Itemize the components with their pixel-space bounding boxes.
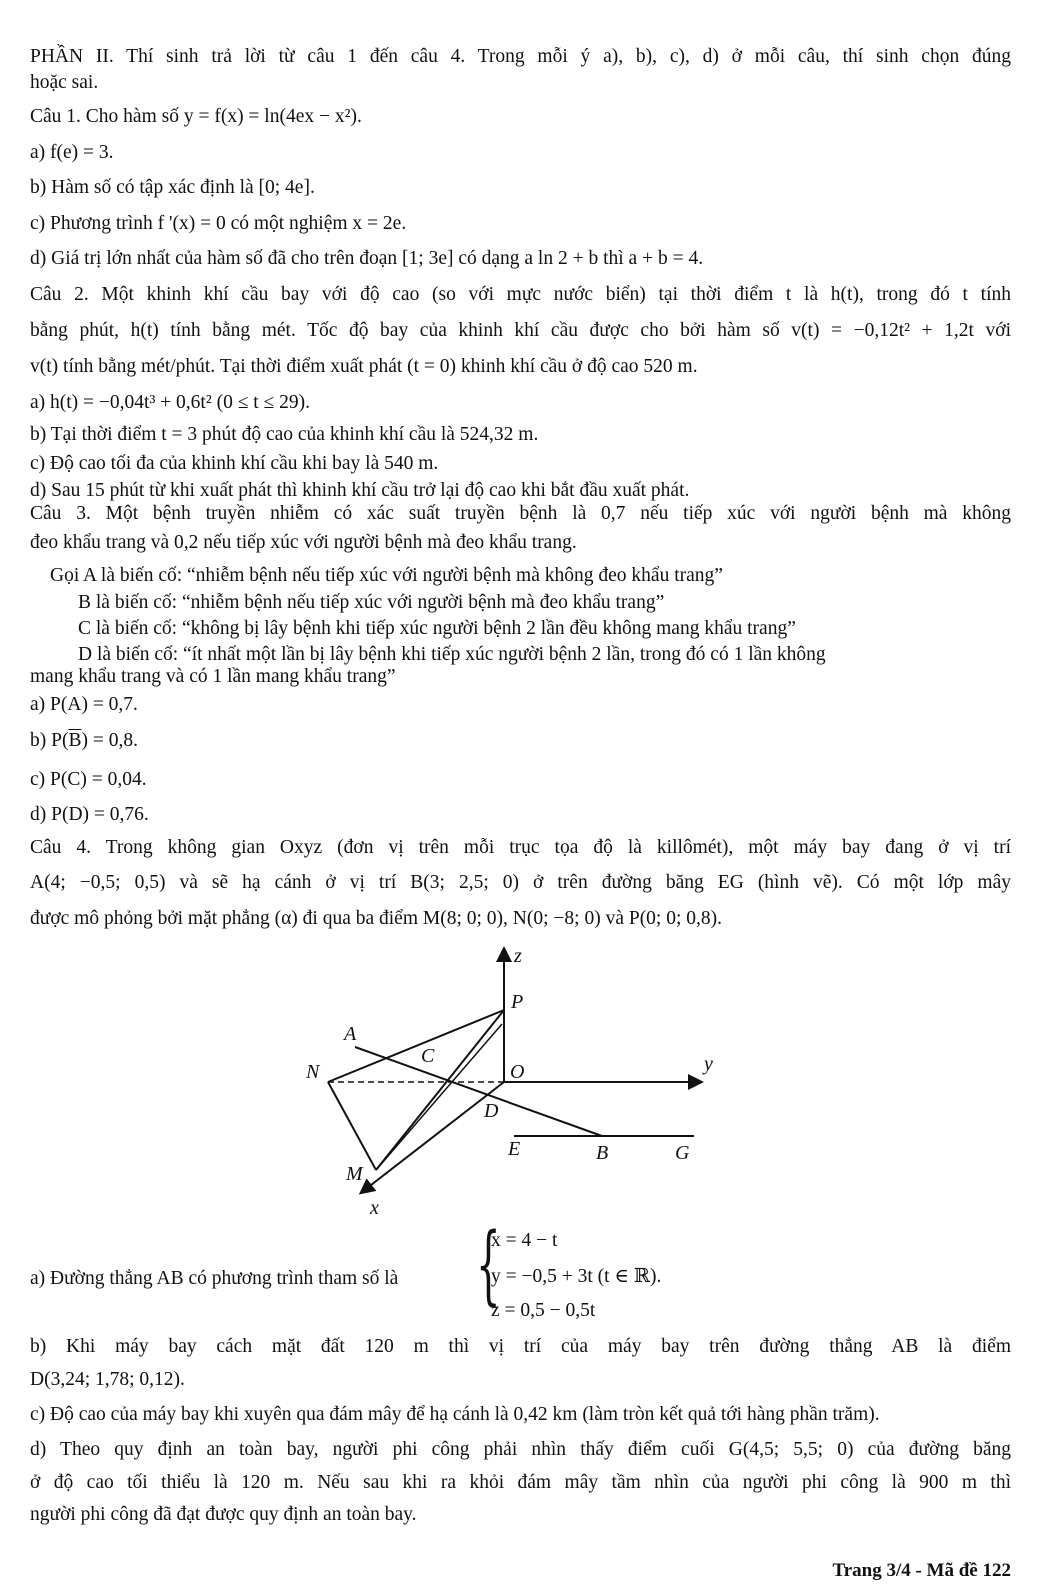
part-instructions-cont: hoặc sai. xyxy=(30,72,99,93)
q1-option-a: a) f(e) = 3. xyxy=(30,142,114,163)
segment-MP xyxy=(376,1010,504,1170)
q4-option-a: a) Đường thẳng AB có phương trình tham số là xyxy=(30,1268,399,1289)
q2-stem-line1: Câu 2. Một khinh khí cầu bay với độ cao (so với mực nước biển) tại thời điểm t là h(t), trong đó t tính xyxy=(30,284,1011,305)
q3-event-c: C là biến cố: “không bị lây bệnh khi tiếp xúc người bệnh 2 lần đều không mang khẩu trang” xyxy=(78,618,796,639)
q3-event-d-cont: mang khẩu trang và có 1 lần mang khẩu trang” xyxy=(30,666,396,687)
q3-option-d: d) P(D) = 0,76. xyxy=(30,804,149,825)
part-instructions: PHẦN II. Thí sinh trả lời từ câu 1 đến câu 4. Trong mỗi ý a), b), c), d) ở mỗi câu, thí sinh chọn đúng xyxy=(30,46,1011,67)
q1-option-d: d) Giá trị lớn nhất của hàm số đã cho trên đoạn [1; 3e] có dạng a ln 2 + b thì a + b = 4. xyxy=(30,248,704,269)
label-E: E xyxy=(508,1138,521,1160)
label-A: A xyxy=(344,1023,357,1045)
q3-option-b-suffix: ) = 0,8. xyxy=(81,730,138,751)
page-footer: Trang 3/4 - Mã đề 122 xyxy=(832,1560,1011,1581)
q3-stem-line1: Câu 3. Một bệnh truyền nhiễm có xác suất truyền bệnh là 0,7 nếu tiếp xúc với người bệnh mà không xyxy=(30,503,1011,524)
q4-stem-line1: Câu 4. Trong không gian Oxyz (đơn vị trên mỗi trục tọa độ là killômét), một máy bay đang ở vị trí xyxy=(30,837,1011,858)
line-AB xyxy=(355,1047,602,1136)
q4-option-c: c) Độ cao của máy bay khi xuyên qua đám mây để hạ cánh là 0,42 km (làm tròn kết quả tới hàng phần trăm). xyxy=(30,1404,880,1425)
q4-option-d-cont1: ở độ cao tối thiểu là 120 m. Nếu sau khi ra khỏi đám mây tầm nhìn của người phi công là 900 m thì xyxy=(30,1472,1011,1493)
q4-option-b-cont: D(3,24; 1,78; 0,12). xyxy=(30,1369,185,1390)
label-C: C xyxy=(421,1045,435,1067)
label-D: D xyxy=(484,1100,499,1122)
label-P: P xyxy=(511,991,524,1013)
q3-stem-line2: đeo khẩu trang và 0,2 nếu tiếp xúc với người bệnh mà đeo khẩu trang. xyxy=(30,532,577,553)
q4-stem-line2: A(4; −0,5; 0,5) và sẽ hạ cánh ở vị trí B(3; 2,5; 0) ở trên đường băng EG (hình vẽ). Có một lớp mây xyxy=(30,872,1011,893)
q1-option-c: c) Phương trình f '(x) = 0 có một nghiệm x = 2e. xyxy=(30,213,407,234)
label-G: G xyxy=(675,1142,690,1164)
q2-stem-line2: bằng phút, h(t) tính bằng mét. Tốc độ bay của khinh khí cầu được cho bởi hàm số v(t) = −0,12t² + 1,2t với xyxy=(30,320,1011,341)
system-eq-y: y = −0,5 + 3t (t ∈ ℝ). xyxy=(491,1266,662,1287)
q4-option-d-cont2: người phi công đã đạt được quy định an toàn bay. xyxy=(30,1504,417,1525)
q3-event-a: Gọi A là biến cố: “nhiễm bệnh nếu tiếp xúc với người bệnh mà không đeo khẩu trang” xyxy=(50,565,723,586)
label-z: z xyxy=(514,945,522,967)
q3-option-b xyxy=(30,728,1011,754)
q2-option-d: d) Sau 15 phút từ khi xuất phát thì khinh khí cầu trở lại độ cao khi bắt đầu xuất phát. xyxy=(30,480,690,501)
label-M: M xyxy=(346,1163,363,1185)
q4-figure xyxy=(300,940,720,1220)
q4-stem-line3: được mô phỏng bởi mặt phẳng (α) đi qua ba điểm M(8; 0; 0), N(0; −8; 0) và P(0; 0; 0,8). xyxy=(30,908,723,929)
q4-option-d: d) Theo quy định an toàn bay, người phi công phải nhìn thấy điểm cuối G(4,5; 5,5; 0) của đường băng xyxy=(30,1439,1011,1460)
q3-event-d: D là biến cố: “ít nhất một lần bị lây bệnh khi tiếp xúc người bệnh 2 lần, trong đó có 1 lần không xyxy=(78,644,826,665)
q2-option-c: c) Độ cao tối đa của khinh khí cầu khi bay là 540 m. xyxy=(30,453,439,474)
q2-option-a: a) h(t) = −0,04t³ + 0,6t² (0 ≤ t ≤ 29). xyxy=(30,392,311,413)
system-eq-z: z = 0,5 − 0,5t xyxy=(491,1300,596,1321)
segment-NP xyxy=(328,1010,504,1082)
q3-option-a: a) P(A) = 0,7. xyxy=(30,694,138,715)
label-B: B xyxy=(596,1142,609,1164)
q4-option-b: b) Khi máy bay cách mặt đất 120 m thì vị trí của máy bay trên đường thẳng AB là điểm xyxy=(30,1336,1011,1357)
segment-NM xyxy=(328,1082,376,1170)
q3-option-c: c) P(C) = 0,04. xyxy=(30,769,147,790)
label-N: N xyxy=(306,1061,320,1083)
q3-event-b: B là biến cố: “nhiễm bệnh nếu tiếp xúc với người bệnh mà đeo khẩu trang” xyxy=(78,592,665,613)
q1-stem: Câu 1. Cho hàm số y = f(x) = ln(4ex − x²). xyxy=(30,106,362,127)
label-O: O xyxy=(510,1061,525,1083)
label-x: x xyxy=(370,1197,379,1219)
system-eq-x: x = 4 − t xyxy=(491,1230,558,1251)
label-y: y xyxy=(704,1053,713,1075)
q1-option-b: b) Hàm số có tập xác định là [0; 4e]. xyxy=(30,177,315,198)
q3-option-b-complement: $\overline{B}$ xyxy=(68,730,82,751)
q3-option-b-prefix: b) P( xyxy=(30,730,69,751)
q2-option-b: b) Tại thời điểm t = 3 phút độ cao của khinh khí cầu là 524,32 m. xyxy=(30,424,539,445)
system-brace: { xyxy=(476,1215,501,1315)
q2-stem-line3: v(t) tính bằng mét/phút. Tại thời điểm xuất phát (t = 0) khinh khí cầu ở độ cao 520 m. xyxy=(30,356,698,377)
